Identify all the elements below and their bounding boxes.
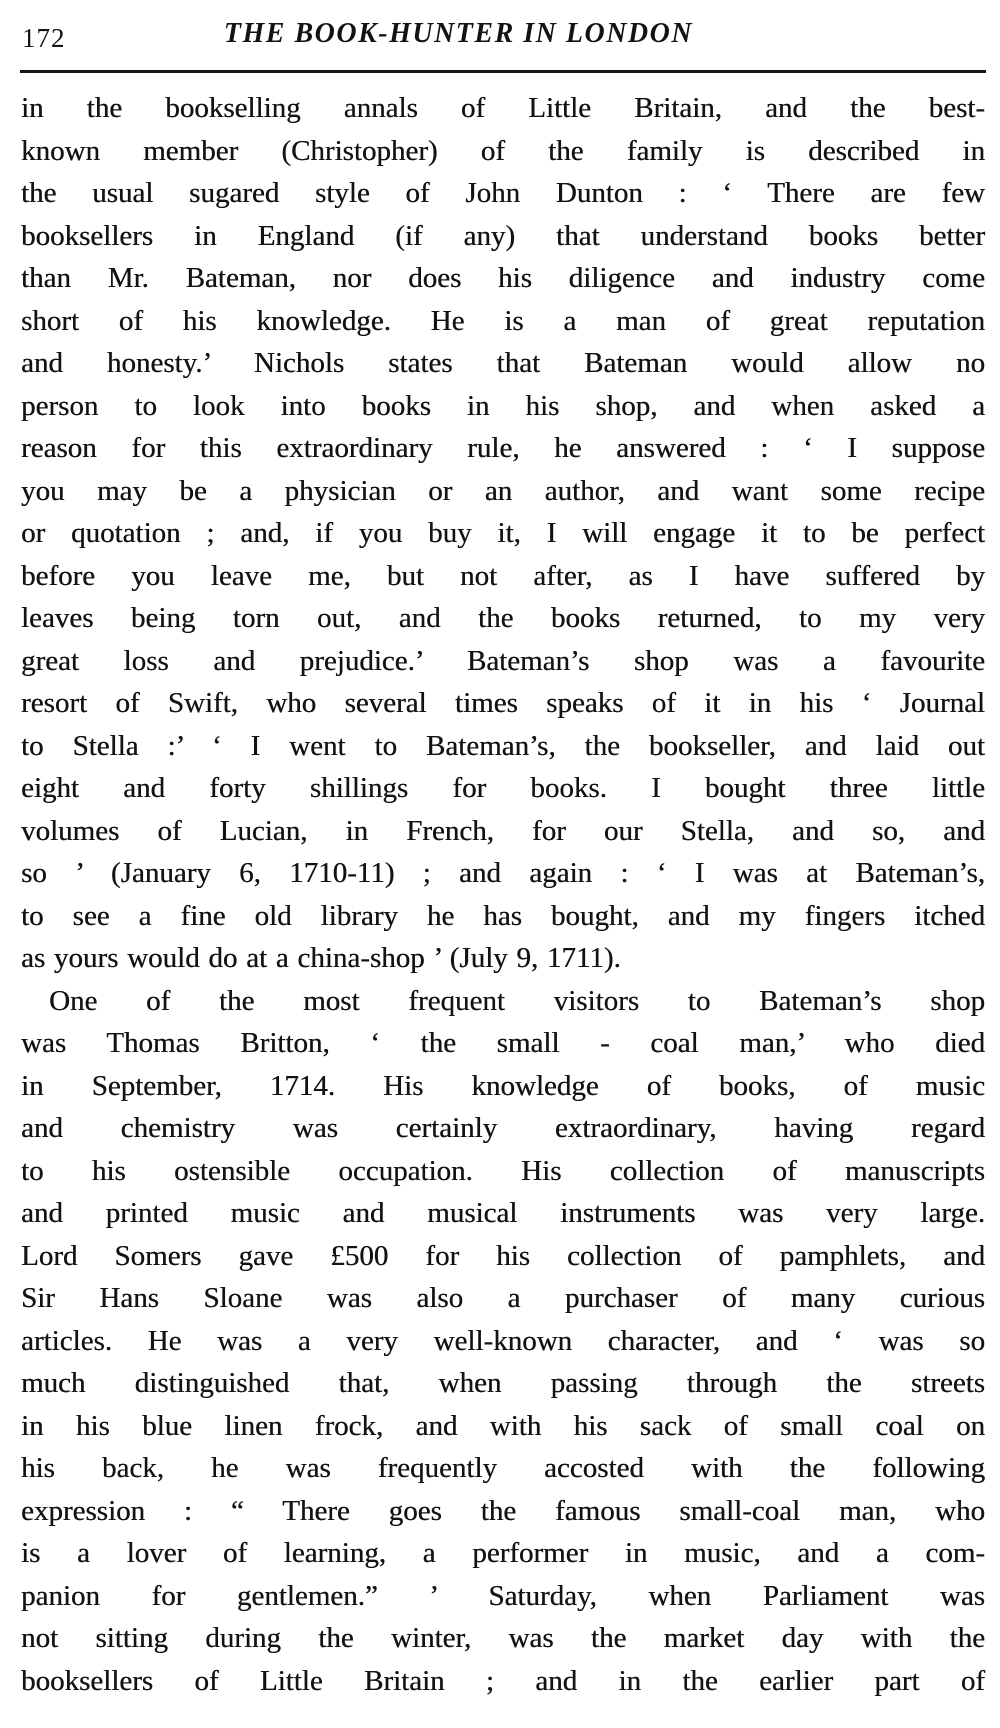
text-line: Sir Hans Sloane was also a purchaser of many curious (21, 1282, 985, 1314)
text-line: in the bookselling annals of Little Britain, and the best- (21, 92, 985, 124)
paragraph (21, 87, 985, 980)
text-line: short of his knowledge. He is a man of great reputation (21, 304, 985, 337)
page-header (22, 16, 985, 62)
text-line: before you leave me, but not after, as I have suffered by (21, 559, 985, 592)
text-line: is a lover of learning, a performer in music, and a com- (21, 1537, 985, 1569)
running-title: THE BOOK-HUNTER IN LONDON (223, 18, 694, 49)
text-line: Lord Somers gave £500 for his collection of pamphlets, and (21, 1239, 985, 1272)
text-line: person to look into books in his shop, and when asked a (21, 389, 985, 422)
text-line: the usual sugared style of John Dunton : ‘ There are few (21, 177, 985, 209)
paragraph (21, 980, 985, 1703)
text-line: to Stella :’ ‘ I went to Bateman’s, the bookseller, and laid out (21, 729, 985, 762)
text-line: resort of Swift, who several times speaks of it in his ‘ Journal (21, 687, 985, 719)
text-line: known member (Christopher) of the family is described in (21, 134, 985, 167)
text-line: eight and forty shillings for books. I bought three little (21, 772, 985, 804)
text-line: expression : “ There goes the famous small-coal man, who (21, 1494, 985, 1527)
text-line: as yours would do at a china-shop ’ (July 9, 1711). (21, 942, 621, 974)
page-body (21, 87, 985, 1702)
text-line: in his blue linen frock, and with his sack of small coal on (21, 1409, 985, 1442)
text-line: or quotation ; and, if you buy it, I will engage it to be perfect (21, 517, 985, 549)
text-line: you may be a physician or an author, and want some recipe (21, 474, 985, 507)
text-line: to see a fine old library he has bought, and my fingers itched (21, 899, 985, 932)
text-line: leaves being torn out, and the books returned, to my very (21, 602, 985, 634)
text-line: than Mr. Bateman, nor does his diligence and industry come (21, 262, 985, 294)
text-line: so ’ (January 6, 1710-11) ; and again : ‘ I was at Bateman’s, (21, 857, 985, 889)
text-line: and honesty.’ Nichols states that Bateman would allow no (21, 347, 985, 379)
text-line: and printed music and musical instruments was very large. (21, 1197, 985, 1229)
header-rule (20, 70, 986, 73)
text-line: volumes of Lucian, in French, for our Stella, and so, and (21, 814, 985, 847)
text-line: not sitting during the winter, was the market day with the (21, 1622, 985, 1654)
text-line: great loss and prejudice.’ Bateman’s shop was a favourite (21, 644, 985, 677)
text-line: articles. He was a very well-known character, and ‘ was so (21, 1324, 985, 1357)
text-line: and chemistry was certainly extraordinary, having regard (21, 1112, 985, 1144)
text-line: booksellers of Little Britain ; and in the earlier part of (21, 1664, 985, 1697)
text-line: booksellers in England (if any) that understand books better (21, 219, 985, 252)
text-line: his back, he was frequently accosted with the following (21, 1452, 985, 1484)
page-number: 172 (22, 23, 66, 53)
text-line: to his ostensible occupation. His collection of manuscripts (21, 1154, 985, 1187)
text-line: panion for gentlemen.” ’ Saturday, when Parliament was (21, 1579, 985, 1612)
text-line: reason for this extraordinary rule, he answered : ‘ I suppose (21, 432, 985, 464)
text-line: much distinguished that, when passing through the streets (21, 1367, 985, 1399)
text-line: was Thomas Britton, ‘ the small - coal man,’ who died (21, 1027, 985, 1059)
text-line: in September, 1714. His knowledge of books, of music (21, 1069, 985, 1102)
text-line: One of the most frequent visitors to Bateman’s shop (49, 984, 985, 1017)
